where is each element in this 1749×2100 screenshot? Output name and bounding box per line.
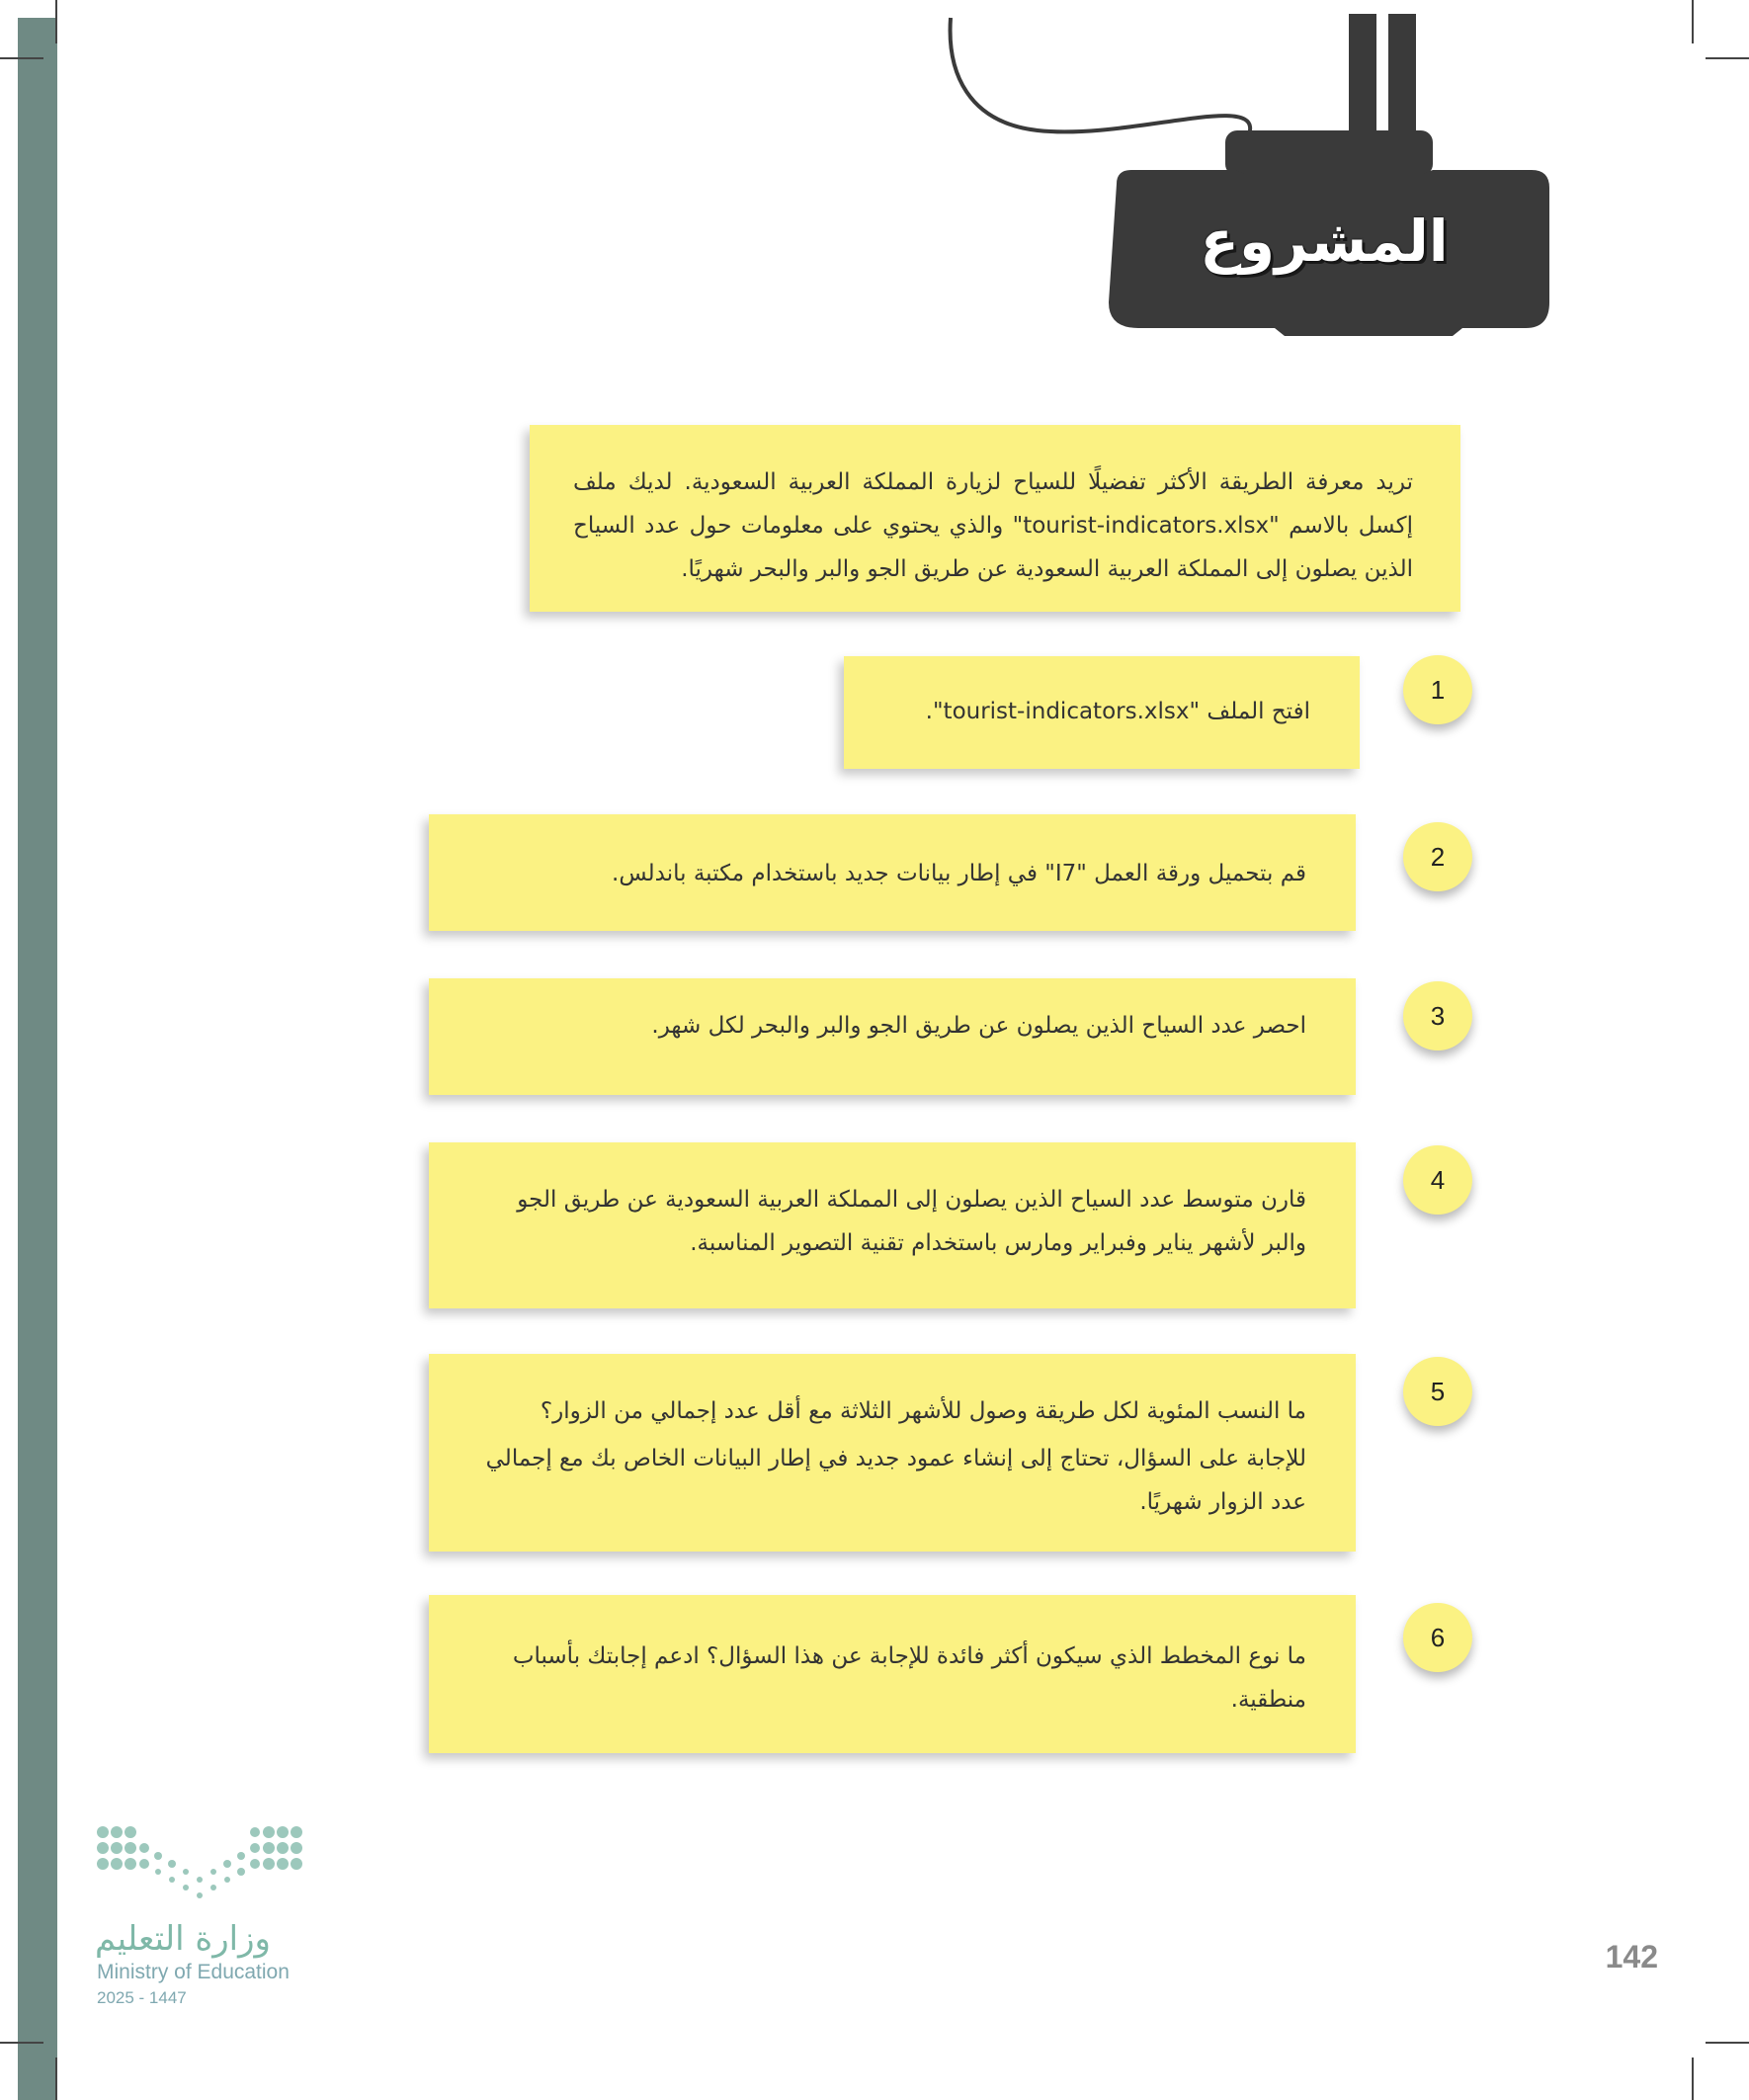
crop-mark bbox=[1692, 0, 1694, 43]
step-text: ما النسب المئوية لكل طريقة وصول للأشهر الثلاثة مع أقل عدد إجمالي من الزوار؟ bbox=[540, 1398, 1306, 1424]
crop-mark bbox=[0, 57, 43, 59]
side-bar bbox=[18, 18, 57, 2100]
step-text: قم بتحميل ورقة العمل "I7" في إطار بيانات جديد باستخدام مكتبة باندلس. bbox=[612, 861, 1306, 886]
step-note bbox=[429, 1142, 1356, 1308]
title-sign bbox=[929, 14, 1571, 350]
step-note bbox=[844, 656, 1360, 769]
step-subtext: للإجابة على السؤال، تحتاج إلى إنشاء عمود جديد في إطار البيانات الخاص بك مع إجمالي عدد الزوار شهريًا. bbox=[485, 1446, 1306, 1515]
sign-cable bbox=[951, 18, 1251, 147]
step-text: قارن متوسط عدد السياح الذين يصلون إلى المملكة العربية السعودية عن طريق الجو والبر لأشهر يناير وفبراير ومارس باستخدام تقنية التصوير المناسبة. bbox=[517, 1187, 1306, 1256]
step-number-badge: 2 bbox=[1403, 822, 1472, 891]
step-note bbox=[429, 814, 1356, 931]
page-title: المشروع bbox=[1200, 208, 1449, 275]
crop-mark bbox=[1706, 57, 1749, 59]
sign-post-right bbox=[1388, 14, 1416, 142]
crop-mark bbox=[55, 2058, 57, 2100]
sign-post-left bbox=[1349, 14, 1376, 142]
crop-mark bbox=[55, 0, 57, 43]
step-text: ما نوع المخطط الذي سيكون أكثر فائدة للإجابة عن هذا السؤال؟ ادعم إجابتك بأسباب منطقية. bbox=[512, 1643, 1306, 1713]
step-note bbox=[429, 1595, 1356, 1753]
ministry-year: 2025 - 1447 bbox=[97, 1988, 187, 2007]
step-note bbox=[429, 978, 1356, 1095]
crop-mark bbox=[1706, 2042, 1749, 2044]
step-text: احصر عدد السياح الذين يصلون عن طريق الجو والبر والبحر لكل شهر. bbox=[651, 1013, 1306, 1039]
intro-text: تريد معرفة الطريقة الأكثر تفضيلًا للسياح لزيارة المملكة العربية السعودية. لديك ملف إكسل بالاسم "tourist-indicators.xlsx" والذي يحتوي على معلومات حول عدد السياح الذين يصلون إلى المملكة العربية السعودية عن طريق الجو والبر والبحر شهريًا. bbox=[573, 469, 1413, 582]
step-number-badge: 1 bbox=[1403, 655, 1472, 724]
step-number-badge: 3 bbox=[1403, 981, 1472, 1050]
step-number-badge: 4 bbox=[1403, 1145, 1472, 1215]
step-number-badge: 6 bbox=[1403, 1603, 1472, 1672]
crop-mark bbox=[0, 2042, 43, 2044]
crop-mark bbox=[1692, 2058, 1694, 2100]
page-number: 142 bbox=[1605, 1939, 1658, 1974]
ministry-name-ar: وزارة التعليم bbox=[95, 1919, 271, 1959]
ministry-name-en: Ministry of Education bbox=[97, 1961, 290, 1983]
sign-collar bbox=[1225, 130, 1433, 176]
intro-note bbox=[530, 425, 1460, 612]
ministry-logo-icon bbox=[95, 1824, 312, 1903]
step-note bbox=[429, 1354, 1356, 1552]
step-number-badge: 5 bbox=[1403, 1357, 1472, 1426]
step-text: افتح الملف "tourist-indicators.xlsx". bbox=[925, 699, 1310, 724]
